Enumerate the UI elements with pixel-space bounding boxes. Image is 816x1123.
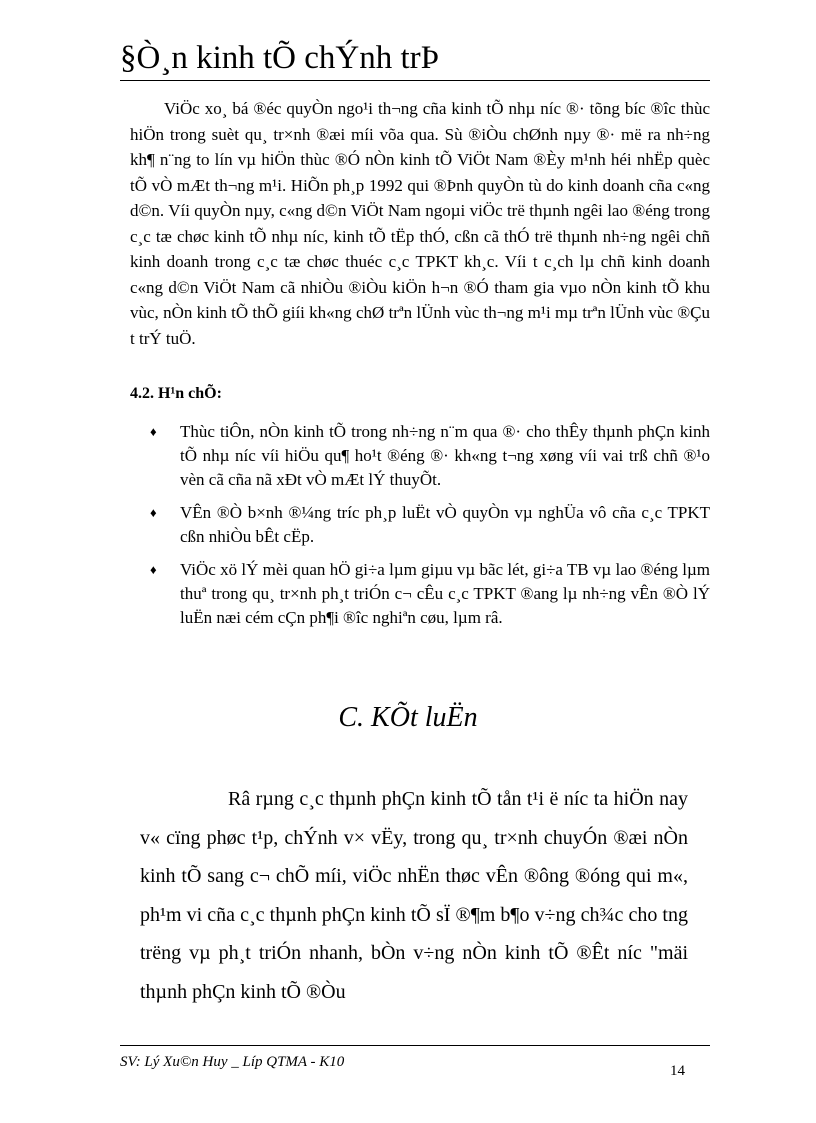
diamond-bullet-icon: ♦ <box>150 424 157 439</box>
list-item-text: VÊn ®Ò b×nh ®¼ng tríc ph¸p luËt vÒ quyÒn vµ nghÜa vô cña c¸c TPKT cßn nhiÒu bÊt cËp. <box>180 503 710 546</box>
body-paragraph: ViÖc xo¸ bá ®éc quyÒn ngo¹i th¬ng cña kinh tÕ nhµ níc ®· tõng bíc ®îc thùc hiÖn trong suèt qu¸ tr×nh ®æi míi võa qua. Sù ®iÒu chØnh nµy ®· më ra nh÷ng kh¶ n¨ng to lín vµ hiÖn thùc ®Ó nÒn kinh tÕ ViÖt Nam ®Èy m¹nh héi nhËp quèc tÕ vÒ mÆt th¬ng m¹i. HiÕn ph¸p 1992 qui ®Þnh quyÒn tù do kinh doanh cña c«ng d©n. Víi quyÒn nµy, c«ng d©n ViÖt Nam ngoµi viÖc trë thµnh ngêi lao ®éng trong c¸c tæ chøc kinh tÕ nhµ níc, kinh tÕ tËp thÓ, cßn cã thÓ trë thµnh nh÷ng ngêi chñ kinh doanh trong c¸c tæ chøc thuéc c¸c TPKT kh¸c. Víi t c¸ch lµ chñ kinh doanh c«ng d©n ViÖt Nam cã nhiÒu ®iÒu kiÖn h¬n ®Ó tham gia vµo nÒn kinh tÕ khu vùc, nÒn kinh tÕ thÕ giíi kh«ng chØ trªn lÜnh vùc th¬ng m¹i mµ trªn lÜnh vùc ®Çu t trÝ tuÖ. <box>130 99 710 348</box>
page-header-title: §Ò¸n kinh tÕ chÝnh trÞ <box>120 38 710 81</box>
list-item <box>150 420 710 492</box>
list-item <box>150 558 710 630</box>
page-number: 14 <box>670 1063 685 1079</box>
conclusion-title: C. KÕt luËn <box>338 702 478 733</box>
footer-author: SV: Lý Xu©n Huy _ Líp QTMA - K10 <box>120 1054 345 1070</box>
diamond-bullet-icon: ♦ <box>150 562 157 577</box>
diamond-bullet-icon: ♦ <box>150 505 157 520</box>
conclusion-paragraph: Râ rµng c¸c thµnh phÇn kinh tÕ tån t¹i ë níc ta hiÖn nay v« cïng phøc t¹p, chÝnh v× vËy, trong qu¸ tr×nh chuyÓn ®æi nÒn kinh tÕ sang c¬ chÕ míi, viÖc nhËn thøc vÊn ®ông ®óng qui m«, ph¹m vi cña c¸c thµnh phÇn kinh tÕ sÏ ®¶m b¶o v÷ng ch¾c cho tng trëng vµ ph¸t triÓn nhanh, bÒn v÷ng nÒn kinh tÕ ®Êt níc "mäi thµnh phÇn kinh tÕ ®Òu <box>140 788 688 1003</box>
list-item <box>150 501 710 549</box>
list-item-text: Thùc tiÔn, nÒn kinh tÕ trong nh÷ng n¨m qua ®· cho thÊy thµnh phÇn kinh tÕ nhµ níc víi hiÖu qu¶ ho¹t ®éng ®· kh«ng t¬ng xøng víi vai trß chñ ®¹o vèn cã cña nã xÐt vÒ mÆt lÝ thuyÕt. <box>180 422 710 489</box>
footer-divider <box>120 1045 710 1046</box>
section-heading-limits: 4.2. H¹n chÕ: <box>130 385 222 402</box>
limits-bullet-list <box>150 420 710 639</box>
list-item-text: ViÖc xö lÝ mèi quan hÖ gi÷a lµm giµu vµ bãc lét, gi÷a TB vµ lao ®éng lµm thuª trong qu¸ tr×nh ph¸t triÓn c¬ cÊu c¸c TPKT ®ang lµ nh÷ng vÊn ®Ò lÝ luËn næi cém cÇn ph¶i ®îc nghiªn cøu, lµm râ. <box>180 560 710 627</box>
